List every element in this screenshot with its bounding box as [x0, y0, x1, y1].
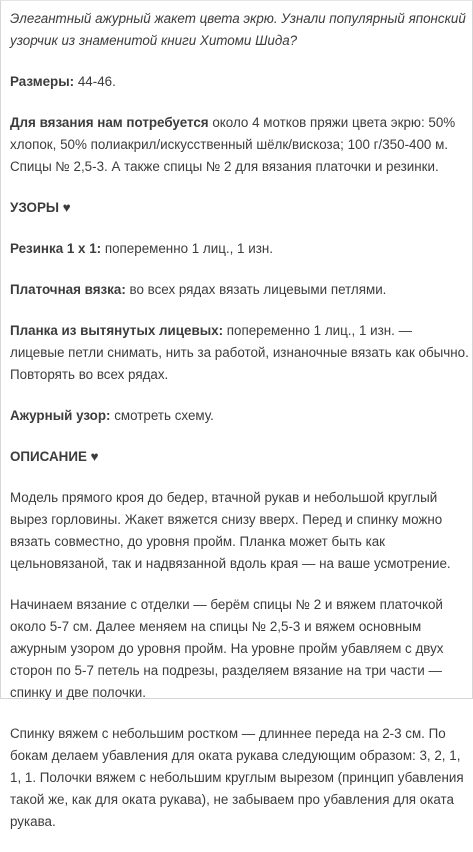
description-heading — [10, 446, 470, 468]
intro-text: Элегантный ажурный жакет цвета экрю. Узнали популярный японский узорчик из знаменитой книги Хитоми Шида? — [10, 11, 466, 48]
sizes-value: 44-46. — [74, 74, 116, 89]
heart-icon: ♥ — [62, 200, 71, 215]
materials-label: Для вязания нам потребуется — [10, 115, 209, 130]
pattern-item — [10, 279, 470, 301]
pattern-label: Резинка 1 х 1: — [10, 241, 102, 256]
description-paragraph: Спинку вяжем с небольшим ростком — длиннее переда на 2-3 см. По бокам делаем убавления для оката рукава следующим образом: 3, 2, 1, 1, 1. Полочки вяжем с небольшим круглым вырезом (принцип убавления такой же, как для оката рукава), не забываем про убавления для оката рукава. — [10, 726, 464, 829]
pattern-value: попеременно 1 лиц., 1 изн. — лицевые петли снимать, нить за работой, изнаночные вязать как обычно. Повторять во всех рядах. — [10, 323, 469, 382]
patterns-heading-text: УЗОРЫ — [10, 200, 63, 215]
pattern-item — [10, 238, 470, 260]
sizes-line — [10, 71, 470, 93]
description-heading-text: ОПИСАНИЕ — [10, 449, 91, 464]
heart-icon: ♥ — [90, 449, 99, 464]
materials-paragraph — [10, 112, 470, 178]
description-paragraph: Модель прямого кроя до бедер, втачной рукав и небольшой круглый вырез горловины. Жакет вяжется снизу вверх. Перед и спинку можно вязать совместно, до уровня пройм. Планка может быть как цельновязаной, так и надвязанной вдоль края — на ваше усмотрение. — [10, 490, 451, 571]
pattern-label: Планка из вытянутых лицевых: — [10, 323, 224, 338]
pattern-label: Ажурный узор: — [10, 408, 111, 423]
pattern-value: смотреть схему. — [110, 408, 214, 423]
sizes-label: Размеры: — [10, 74, 75, 89]
article-body — [10, 8, 470, 852]
pattern-value: попеременно 1 лиц., 1 изн. — [101, 241, 273, 256]
pattern-label: Платочная вязка: — [10, 282, 126, 297]
description-paragraph: Начинаем вязание с отделки — берём спицы № 2 и вяжем платочкой около 5-7 см. Далее меняем на спицы № 2,5-3 и вяжем основным ажурным узором до уровня пройм. На уровне пройм убавляем с двух сторон по 5-7 петель на подрезы, разделяем вязание на три части — спинку и две полочки. — [10, 597, 444, 700]
pattern-item — [10, 405, 470, 427]
pattern-item — [10, 320, 470, 386]
materials-value: около 4 мотков пряжи цвета экрю: 50% хлопок, 50% полиакрил/искусственный шёлк/вискоза; 100 г/350-400 м. Спицы № 2,5-3. А также спицы № 2 для вязания платочки и резинки. — [10, 115, 456, 174]
patterns-heading — [10, 197, 470, 219]
pattern-value: во всех рядах вязать лицевыми петлями. — [125, 282, 387, 297]
